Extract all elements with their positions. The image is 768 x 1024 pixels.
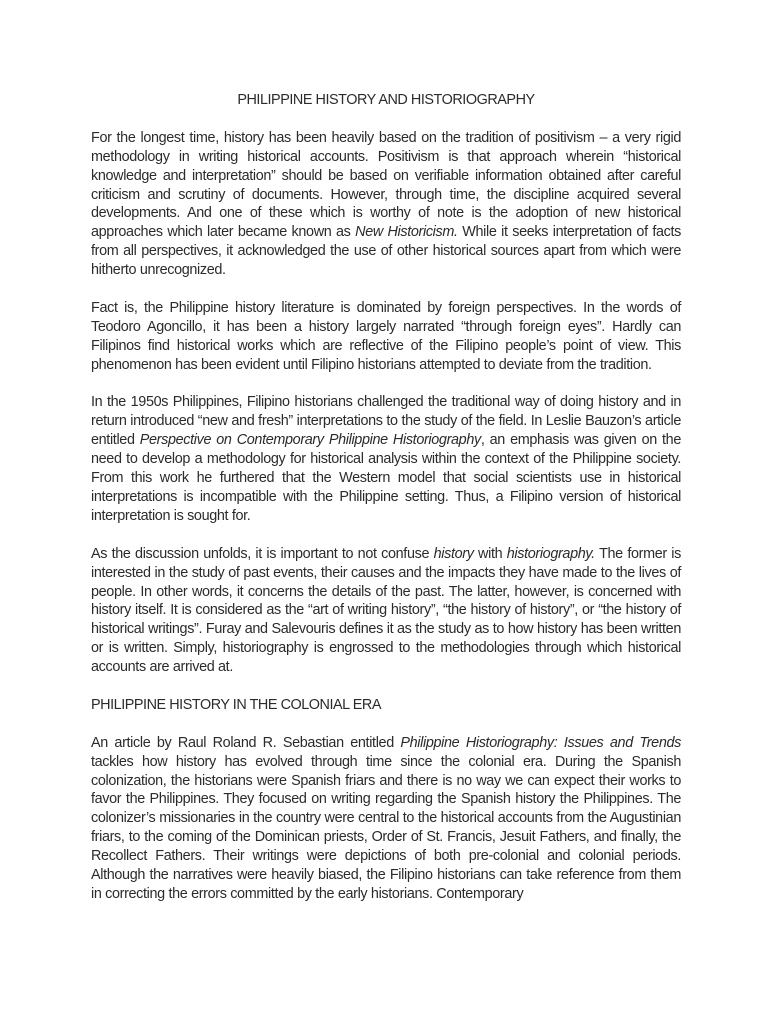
text-segment: The former is interested in the study of past events, their causes and the impacts they have made to the lives of people. In other words, it concerns the details of the past. The latter, however, is concerned with history itself. It is considered as the “art of writing history”, “the history of history”, or “the history of historical writings”. Furay and Salevouris defines it as the study as to how history has been written or is written. Simply, historiography is engrossed to the methodologies through which historical accounts are arrived at. (91, 545, 681, 676)
italic-article-title: Philippine Historiography: Issues and Trends (400, 734, 681, 751)
paragraph-history-vs-historiography (91, 545, 681, 677)
paragraph-1950s-historians (91, 393, 681, 525)
text-segment: with (473, 545, 507, 562)
text-segment: In the 1950s Philippines, Filipino historians challenged the traditional way of doing history and in return introduced “new and fresh” interpretations to the study of the field. In Leslie Bauzon’s article entitled (91, 394, 681, 449)
paragraph-foreign-perspectives (91, 299, 681, 375)
text-segment: For the longest time, history has been heavily based on the tradition of positivism – a very rigid methodology in writing historical accounts. Positivism is that approach wherein “historical knowledge and interpretation” should be based on verifiable information obtained after careful criticism and scrutiny of documents. However, through time, the discipline acquired several developments. And one of these which is worthy of note is the adoption of new historical approaches which later became known as (91, 129, 681, 241)
document-title: PHILIPPINE HISTORY AND HISTORIOGRAPHY (237, 92, 535, 108)
text-segment: As the discussion unfolds, it is important to not confuse (91, 545, 434, 562)
italic-article-title: Perspective on Contemporary Philippine Historiography (139, 432, 481, 449)
paragraph-colonial-era (91, 734, 681, 904)
text-segment: tackles how history has evolved through time since the colonial era. During the Spanish colonization, the historians were Spanish friars and there is no way we can expect their works to favor the Philippines. They focused on writing regarding the Spanish history the Philippines. The colonizer’s missionaries in the country were central to the historical accounts from the Augustinian friars, to the coming of the Dominican priests, Order of St. Francis, Jesuit Fathers, and finally, the Recollect Fathers. Their writings were depictions of both pre-colonial and colonial periods. Although the narratives were heavily biased, the Filipino historians can take reference from them in correcting the errors committed by the early historians. Contemporary (91, 753, 681, 902)
section-heading-colonial-era: PHILIPPINE HISTORY IN THE COLONIAL ERA (91, 696, 381, 713)
text-segment: An article by Raul Roland R. Sebastian entitled (91, 734, 401, 751)
paragraph-positivism (91, 129, 681, 280)
italic-term-new-historicism: New Historicism. (355, 224, 458, 241)
italic-term-historiography: historiography. (506, 545, 595, 562)
italic-term-history: history (433, 545, 474, 562)
document-page (91, 91, 681, 923)
text-segment: Fact is, the Philippine history literature is dominated by foreign perspectives. In the words of Teodoro Agoncillo, it has been a history largely narrated “through foreign eyes”. Hardly can Filipinos find historical works which are reflective of the Filipino people’s point of view. This phenomenon has been evident until Filipino historians attempted to deviate from the tradition. (91, 299, 681, 373)
text-segment: , an emphasis was given on the need to develop a methodology for historical analysis within the context of the Philippine society. From this work he furthered that the Western model that social scientists use in historical interpretations is incompatible with the Philippine setting. Thus, a Filipino version of historical interpretation is sought for. (91, 432, 681, 524)
text-segment: While it seeks interpretation of facts from all perspectives, it acknowledged the use of other historical sources apart from which were hitherto unrecognized. (91, 224, 681, 279)
